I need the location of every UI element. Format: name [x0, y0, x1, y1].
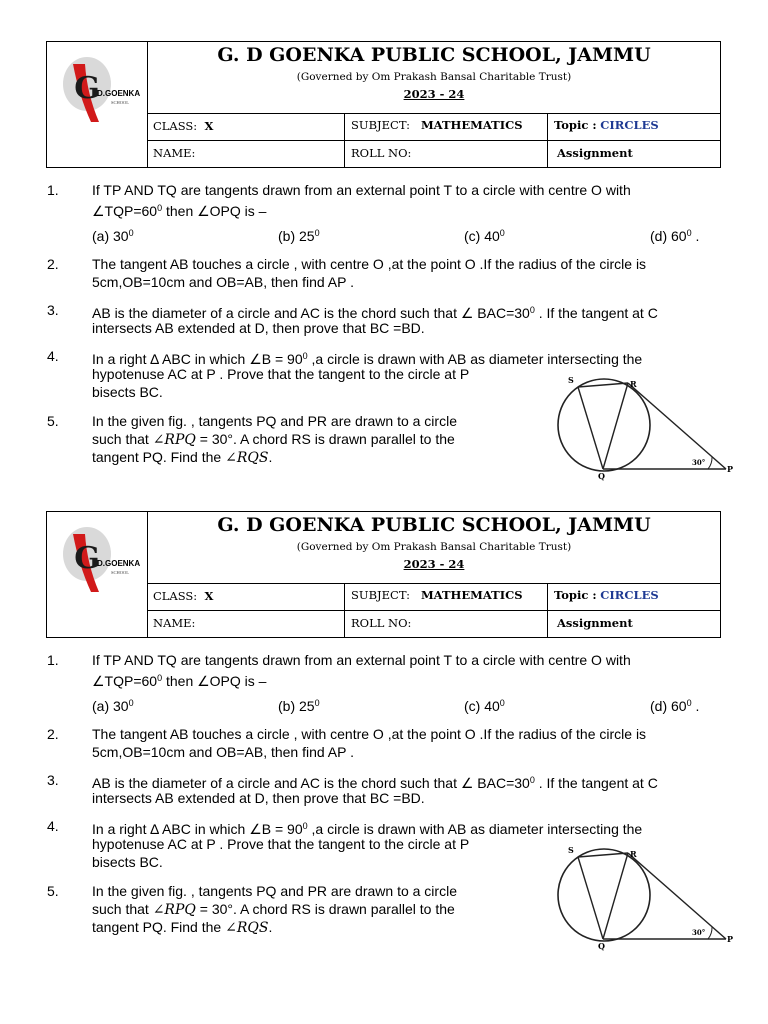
- tangent-pr: [628, 383, 726, 469]
- option-a: [92, 228, 134, 244]
- assignment-sheet-1: [0, 41, 768, 511]
- roll-label: ROLL NO:: [351, 616, 412, 630]
- superscript: 0: [499, 228, 505, 238]
- grid-line: [547, 583, 548, 638]
- option-text: .: [691, 228, 700, 244]
- option-a: [92, 698, 134, 714]
- logo-g-letter: G: [74, 71, 100, 106]
- label-s: S: [568, 375, 574, 385]
- superscript: 0: [686, 228, 692, 238]
- assignment-sheet-2: [0, 511, 768, 981]
- governed-by: (Governed by Om Prakash Bansal Charitable Trust): [296, 71, 572, 83]
- school-name: G. D GOENKA PUBLIC SCHOOL, JAMMU: [217, 514, 651, 536]
- text-part: ∠TQP=60: [92, 203, 158, 219]
- class-field: [153, 589, 213, 603]
- superscript: 0: [314, 228, 320, 238]
- option-d: [650, 228, 699, 244]
- roll-label: ROLL NO:: [351, 146, 412, 160]
- label-q: Q: [598, 941, 605, 951]
- question-text: 5cm,OB=10cm and OB=AB, then find AP .: [92, 744, 355, 760]
- superscript: 0: [314, 698, 320, 708]
- question-text: The tangent AB touches a circle , with centre O ,at the point O .If the radius of the circle is: [92, 726, 647, 742]
- question-text: In the given fig. , tangents PQ and PR are drawn to a circle: [92, 413, 457, 429]
- question-text: intersects AB extended at D, then prove that BC =BD.: [92, 790, 425, 806]
- question-number: 5.: [47, 413, 59, 429]
- governed-by: (Governed by Om Prakash Bansal Charitable Trust): [296, 541, 572, 553]
- topic-field: [554, 118, 659, 132]
- chord-sq: [578, 387, 603, 469]
- text-part: . If the tangent at C: [534, 775, 658, 791]
- superscript: 0: [302, 821, 308, 831]
- superscript: 0: [686, 698, 692, 708]
- math-expression: ∠RPQ: [152, 432, 196, 448]
- option-d: [650, 698, 699, 714]
- session-year: 2023 - 24: [403, 557, 465, 571]
- subject-value: MATHEMATICS: [420, 118, 523, 132]
- class-field: [153, 119, 213, 133]
- text-part: = 30°. A chord RS is drawn parallel to the: [195, 431, 455, 447]
- question-number: 1.: [47, 182, 59, 198]
- option-text: (c) 40: [464, 698, 500, 714]
- school-logo: [59, 52, 143, 128]
- text-part: then ∠OPQ is –: [162, 673, 267, 689]
- text-part: .: [268, 919, 273, 935]
- text-part: ,a circle is drawn with AB as diameter intersecting the: [307, 351, 643, 367]
- logo-cell: [47, 42, 148, 167]
- grid-line: [147, 113, 721, 114]
- grid-line: [344, 583, 345, 638]
- subject-label: SUBJECT:: [351, 588, 410, 602]
- grid-line: [147, 583, 721, 584]
- text-part: AB is the diameter of a circle and AC is the chord such that ∠ BAC=30: [92, 305, 530, 321]
- topic-value: CIRCLES: [600, 118, 659, 132]
- label-r: R: [630, 849, 637, 859]
- figure-circle: [558, 379, 650, 471]
- info-grid: [147, 113, 721, 168]
- question-text: hypotenuse AC at P . Prove that the tangent to the circle at P: [92, 366, 470, 382]
- question-text: [92, 669, 722, 690]
- math-expression: ∠RQS: [225, 920, 269, 936]
- option-text: .: [691, 698, 700, 714]
- logo-cell: [47, 512, 148, 637]
- superscript: 0: [128, 228, 134, 238]
- label-s: S: [568, 845, 574, 855]
- option-text: (a) 30: [92, 698, 129, 714]
- option-text: (d) 60: [650, 698, 687, 714]
- text-part: ∠TQP=60: [92, 673, 158, 689]
- subject-value: MATHEMATICS: [420, 588, 523, 602]
- text-part: AB is the diameter of a circle and AC is the chord such that ∠ BAC=30: [92, 775, 530, 791]
- text-part: .: [268, 449, 273, 465]
- logo-text: D.GOENKA: [97, 559, 141, 568]
- info-grid: [147, 583, 721, 638]
- question-text: [92, 199, 722, 220]
- label-r: R: [630, 379, 637, 389]
- class-value: X: [204, 119, 214, 133]
- label-q: Q: [598, 471, 605, 481]
- grid-line: [147, 610, 721, 611]
- topic-field: [554, 588, 659, 602]
- logo-subtext: SCHOOL: [111, 100, 130, 105]
- question-text: bisects BC.: [92, 384, 163, 400]
- option-b: [278, 698, 320, 714]
- angle-label: 30°: [692, 458, 706, 467]
- logo-g-letter: G: [74, 541, 100, 576]
- topic-label: Topic :: [554, 118, 597, 132]
- text-part: such that: [92, 431, 153, 447]
- text-part: = 30°. A chord RS is drawn parallel to the: [195, 901, 455, 917]
- option-text: (c) 40: [464, 228, 500, 244]
- assignment-label: Assignment: [557, 146, 633, 160]
- subject-field: [351, 588, 523, 602]
- option-text: (a) 30: [92, 228, 129, 244]
- option-text: (b) 25: [278, 698, 315, 714]
- question-number: 3.: [47, 302, 59, 318]
- subject-field: [351, 118, 523, 132]
- assignment-label: Assignment: [557, 616, 633, 630]
- question-number: 2.: [47, 726, 59, 742]
- question-number: 5.: [47, 883, 59, 899]
- circle-tangent-figure: [548, 371, 763, 481]
- tangent-pr: [628, 853, 726, 939]
- subject-label: SUBJECT:: [351, 118, 410, 132]
- math-expression: ∠RPQ: [152, 902, 196, 918]
- logo-subtext: SCHOOL: [111, 570, 130, 575]
- question-text: bisects BC.: [92, 854, 163, 870]
- chord-rq: [603, 853, 628, 939]
- class-label: CLASS:: [153, 119, 198, 133]
- label-p: P: [727, 464, 734, 474]
- class-value: X: [204, 589, 214, 603]
- option-text: (d) 60: [650, 228, 687, 244]
- question-number: 4.: [47, 818, 59, 834]
- name-label: NAME:: [153, 616, 196, 630]
- topic-value: CIRCLES: [600, 588, 659, 602]
- text-part: then ∠OPQ is –: [162, 203, 267, 219]
- header-box: [46, 41, 721, 168]
- grid-line: [147, 140, 721, 141]
- option-b: [278, 228, 320, 244]
- text-part: . If the tangent at C: [534, 305, 658, 321]
- question-number: 3.: [47, 772, 59, 788]
- name-label: NAME:: [153, 146, 196, 160]
- angle-label: 30°: [692, 928, 706, 937]
- text-part: tangent PQ. Find the: [92, 919, 226, 935]
- superscript: 0: [157, 203, 163, 213]
- chord-sq: [578, 857, 603, 939]
- topic-label: Topic :: [554, 588, 597, 602]
- label-p: P: [727, 934, 734, 944]
- text-part: In a right ∆ ABC in which ∠B = 90: [92, 351, 303, 367]
- option-c: [464, 228, 505, 244]
- text-part: tangent PQ. Find the: [92, 449, 226, 465]
- text-part: such that: [92, 901, 153, 917]
- question-text: hypotenuse AC at P . Prove that the tangent to the circle at P: [92, 836, 470, 852]
- question-number: 4.: [47, 348, 59, 364]
- text-part: In a right ∆ ABC in which ∠B = 90: [92, 821, 303, 837]
- option-c: [464, 698, 505, 714]
- grid-line: [344, 113, 345, 168]
- angle-arc: [708, 927, 712, 939]
- school-logo: [59, 522, 143, 598]
- superscript: 0: [157, 673, 163, 683]
- superscript: 0: [499, 698, 505, 708]
- question-text: The tangent AB touches a circle , with centre O ,at the point O .If the radius of the circle is: [92, 256, 647, 272]
- question-number: 2.: [47, 256, 59, 272]
- math-expression: ∠RQS: [225, 450, 269, 466]
- circle-tangent-figure: [548, 841, 763, 951]
- logo-text: D.GOENKA: [97, 89, 141, 98]
- class-label: CLASS:: [153, 589, 198, 603]
- session-year: 2023 - 24: [403, 87, 465, 101]
- option-text: (b) 25: [278, 228, 315, 244]
- question-text: If TP AND TQ are tangents drawn from an external point T to a circle with centre O with: [92, 652, 631, 668]
- superscript: 0: [529, 775, 535, 785]
- header-box: [46, 511, 721, 638]
- school-name: G. D GOENKA PUBLIC SCHOOL, JAMMU: [217, 44, 651, 66]
- question-text: In the given fig. , tangents PQ and PR are drawn to a circle: [92, 883, 457, 899]
- angle-arc: [708, 457, 712, 469]
- superscript: 0: [529, 305, 535, 315]
- question-text: 5cm,OB=10cm and OB=AB, then find AP .: [92, 274, 355, 290]
- chord-rq: [603, 383, 628, 469]
- superscript: 0: [128, 698, 134, 708]
- text-part: ,a circle is drawn with AB as diameter intersecting the: [307, 821, 643, 837]
- grid-line: [547, 113, 548, 168]
- question-text: If TP AND TQ are tangents drawn from an external point T to a circle with centre O with: [92, 182, 631, 198]
- question-text: intersects AB extended at D, then prove that BC =BD.: [92, 320, 425, 336]
- superscript: 0: [302, 351, 308, 361]
- figure-circle: [558, 849, 650, 941]
- question-number: 1.: [47, 652, 59, 668]
